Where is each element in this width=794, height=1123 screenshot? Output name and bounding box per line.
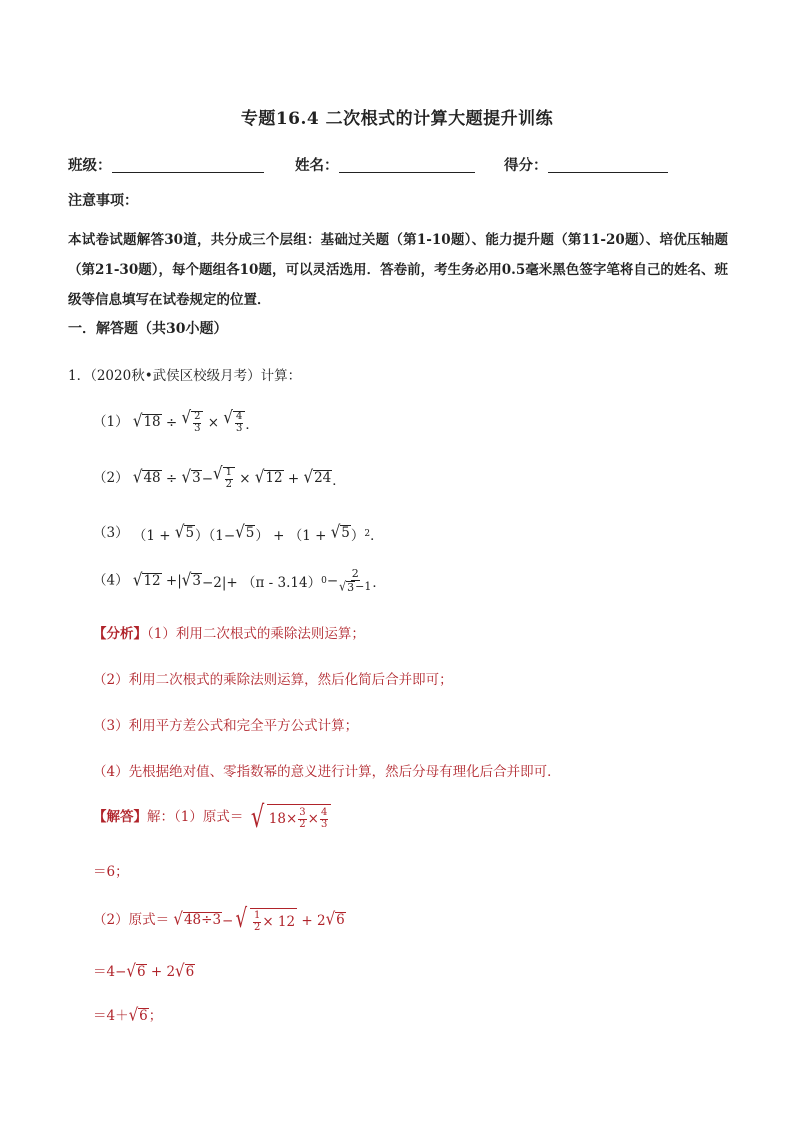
part-2-expression: √ 48 ÷ √ 3 − √ $\frac{1}{2}$ × √ 12 + √ 24 ． [132, 462, 346, 490]
part-3-expression: （1 + √ 5 ）（1− √ 5 ） + （1 + √ 5 ） 2 ． [132, 521, 384, 544]
class-label: 班级： [68, 157, 112, 174]
class-blank[interactable] [112, 158, 264, 173]
question-prompt: 计算： [260, 368, 302, 384]
name-field[interactable] [295, 154, 475, 175]
analysis-tag: 【分析】 [93, 626, 147, 642]
answer-1-expression: √ 18× $\frac{3}{2}$ × $\frac{4}{3}$ [248, 804, 332, 831]
answer-2-expression: √ 48÷3 − √ $\frac{1}{2}$ × 12 + 2 √ 6 [173, 904, 345, 934]
page-title: 专题16.4 二次根式的计算大题提升训练 [240, 109, 554, 129]
question-number: 1． [68, 368, 91, 384]
question-part-2 [93, 462, 346, 490]
analysis-line-3: （3）利用平方差公式和完全平方公式计算； [93, 718, 359, 734]
question-source: （2020秋•武侯区校级月考） [90, 368, 261, 384]
analysis-line-2: （2）利用二次根式的乘除法则运算，然后化简后合并即可； [93, 672, 453, 688]
notice-heading: 注意事项： [68, 193, 138, 209]
score-field[interactable] [504, 154, 668, 175]
score-label: 得分： [504, 157, 548, 174]
part-1-expression: √ 18 ÷ √ $\frac{2}{3}$ × √ $\frac{4}{3}$ ． [132, 406, 259, 434]
part-4-expression: √ 12 +| √ 3 −2|+ （π - 3.14） 0 − 2 √ 3 −1 ． [132, 567, 386, 594]
score-blank[interactable] [548, 158, 668, 173]
answer-line-2: （2）原式＝ √ 48÷3 − √ $\frac{1}{2}$ × 12 + 2 √ 6 [93, 904, 345, 934]
answer-step-2a: ＝4− √ 6 + 2 √ 6 [93, 960, 195, 982]
answer-line-1: 【解答】解：（1）原式＝ √ 18× $\frac{3}{2}$ × $\frac{4}{3}$ [93, 804, 331, 831]
name-label: 姓名： [295, 157, 339, 174]
answer-result-1: ＝6； [93, 864, 129, 880]
question-part-4 [93, 568, 386, 594]
notice-text: 本试卷试题解答30道，共分成三个层组：基础过关题（第1-10题）、能力提升题（第11-20题）、培优压轴题（第21-30题），每个题组各10题，可以灵活选用．答卷前，考生务必用0.5毫米黑色签字笔将自己的姓名、班级等信息填写在试卷规定的位置． [68, 232, 728, 308]
part-1-label: （1） [93, 414, 129, 430]
part-4-label: （4） [93, 572, 129, 589]
question-1-header [68, 364, 301, 384]
question-part-1 [93, 406, 259, 434]
analysis-line-4: （4）先根据绝对值、零指数幂的意义进行计算，然后分母有理化后合并即可． [93, 764, 561, 780]
answer-tag: 【解答】 [93, 809, 147, 825]
analysis-line-1: 【分析】（1）利用二次根式的乘除法则运算； [93, 626, 365, 642]
question-part-3 [93, 521, 384, 544]
section-title: 一．解答题（共30小题） [68, 321, 228, 337]
class-field[interactable] [68, 154, 264, 175]
answer-step-2b: ＝4＋ √ 6 ； [93, 1004, 163, 1026]
part-3-label: （3） [93, 525, 129, 541]
name-blank[interactable] [339, 158, 475, 173]
part-2-label: （2） [93, 470, 129, 486]
